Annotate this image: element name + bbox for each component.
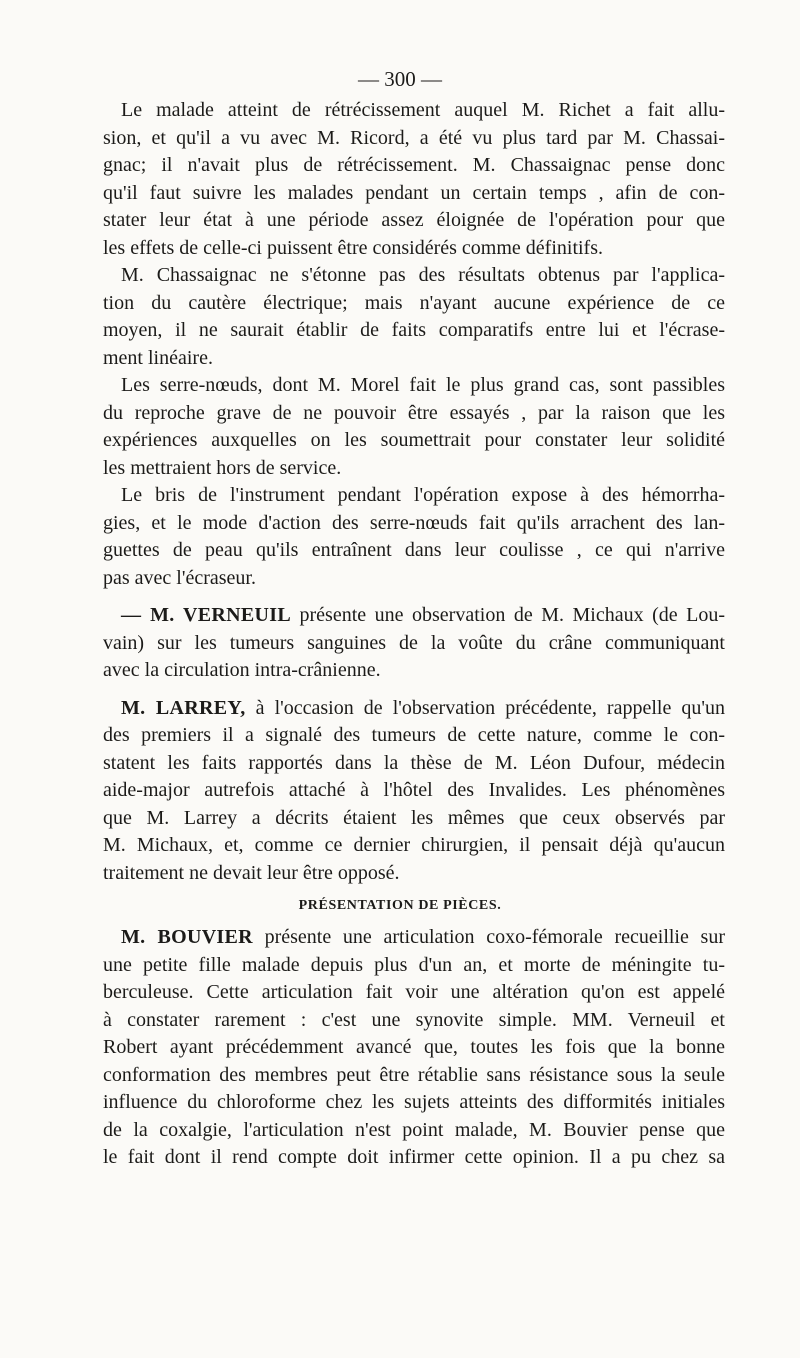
paragraph-serre-noeuds: [103, 372, 725, 482]
text-line: Le malade atteint de rétrécissement auquel M. Richet a fait allu-: [121, 99, 725, 121]
text-line: M. Michaux, et, comme ce dernier chirurgien, il pensait déjà qu'aucun: [103, 834, 725, 856]
text-line: guettes de peau qu'ils entraînent dans leur coulisse , ce qui n'arrive: [103, 539, 725, 561]
text-line: Le bris de l'instrument pendant l'opération expose à des hémorrha-: [121, 484, 725, 506]
text-block-upper: [103, 97, 725, 887]
text-line: qu'il faut suivre les malades pendant un certain temps , afin de con-: [103, 181, 725, 204]
text-line: stater leur état à une période assez éloignée de l'opération pour que: [103, 209, 725, 231]
text-line: gies, et le mode d'action des serre-nœuds fait qu'ils arrachent des lan-: [103, 511, 725, 534]
text-line: pas avec l'écraseur.: [103, 566, 256, 589]
text-line: M. Chassaignac ne s'étonne pas des résultats obtenus par l'applica-: [121, 264, 725, 286]
text-line: statent les faits rapportés dans la thèse de M. Léon Dufour, médecin: [103, 751, 725, 774]
text-line: sion, et qu'il a vu avec M. Ricord, a été vu plus tard par M. Chassai-: [103, 126, 725, 149]
text-line: une petite fille malade depuis plus d'un an, et morte de méningite tu-: [103, 953, 725, 976]
line-text: à l'occasion de l'observation précédente, rappelle qu'un: [245, 696, 725, 719]
paragraph-spacer: [103, 592, 725, 602]
text-line: les effets de celle-ci puissent être considérés comme définitifs.: [103, 236, 603, 259]
text-line: le fait dont il rend compte doit infirmer cette opinion. Il a pu chez sa: [103, 1146, 725, 1168]
text-line: avec la circulation intra-crânienne.: [103, 659, 381, 681]
line-text: présente une articulation coxo-fémorale recueillie sur: [252, 926, 725, 948]
page-number: — 300 —: [358, 67, 442, 91]
line-text: présente une observation de M. Michaux (de Lou-: [291, 604, 725, 626]
text-line: de la coxalgie, l'articulation n'est point malade, M. Bouvier pense que: [103, 1118, 725, 1141]
text-line: influence du chloroforme chez les sujets atteints des difformités initiales: [103, 1091, 725, 1113]
paragraph-richet-chassaignac: [103, 97, 725, 262]
text-line: les mettraient hors de service.: [103, 456, 342, 479]
speaker-name: M. BOUVIER: [121, 926, 253, 948]
text-line: Les serre-nœuds, dont M. Morel fait le plus grand cas, sont passibles: [121, 374, 725, 396]
text-line: [103, 602, 725, 630]
text-line: berculeuse. Cette articulation fait voir une altération qu'on est appelé: [103, 981, 725, 1003]
text-line: traitement ne devait leur être opposé.: [103, 861, 400, 884]
paragraph-bris-instrument: [103, 482, 725, 592]
speaker-name: — M. VERNEUIL: [121, 604, 291, 626]
paragraph-spacer: [103, 685, 725, 695]
text-line: conformation des membres peut être rétablie sans résistance sous la seule: [103, 1063, 725, 1086]
paragraph-larrey: [103, 695, 725, 888]
text-block-lower: [103, 924, 725, 1172]
text-line: tion du cautère électrique; mais n'ayant aucune expérience de ce: [103, 291, 725, 314]
section-heading: PRÉSENTATION DE PIÈCES.: [298, 898, 502, 913]
paragraph-verneuil: [103, 602, 725, 685]
text-line: ment linéaire.: [103, 346, 213, 369]
speaker-name: M. LARREY,: [121, 696, 246, 719]
text-line: [103, 924, 725, 952]
text-line: aide-major autrefois attaché à l'hôtel des Invalides. Les phénomènes: [103, 779, 725, 801]
text-line: des premiers il a signalé des tumeurs de cette nature, comme le con-: [103, 724, 725, 746]
text-line: vain) sur les tumeurs sanguines de la voûte du crâne communiquant: [103, 631, 725, 654]
text-line: que M. Larrey a décrits étaient les mêmes que ceux observés par: [103, 806, 725, 829]
text-line: moyen, il ne saurait établir de faits comparatifs entre lui et l'écrase-: [103, 319, 725, 341]
paragraph-cautere-electrique: [103, 262, 725, 372]
text-line: gnac; il n'avait plus de rétrécissement. M. Chassaignac pense donc: [103, 154, 725, 176]
text-line: expériences auxquelles on les soumettrait pour constater leur solidité: [103, 429, 725, 451]
text-line: du reproche grave de ne pouvoir être essayés , par la raison que les: [103, 401, 725, 424]
text-line: à constater rarement : c'est une synovite simple. MM. Verneuil et: [103, 1008, 725, 1031]
text-line: Robert ayant précédemment avancé que, toutes les fois que la bonne: [103, 1036, 725, 1058]
text-line: [103, 695, 725, 723]
paragraph-bouvier: [103, 924, 725, 1172]
